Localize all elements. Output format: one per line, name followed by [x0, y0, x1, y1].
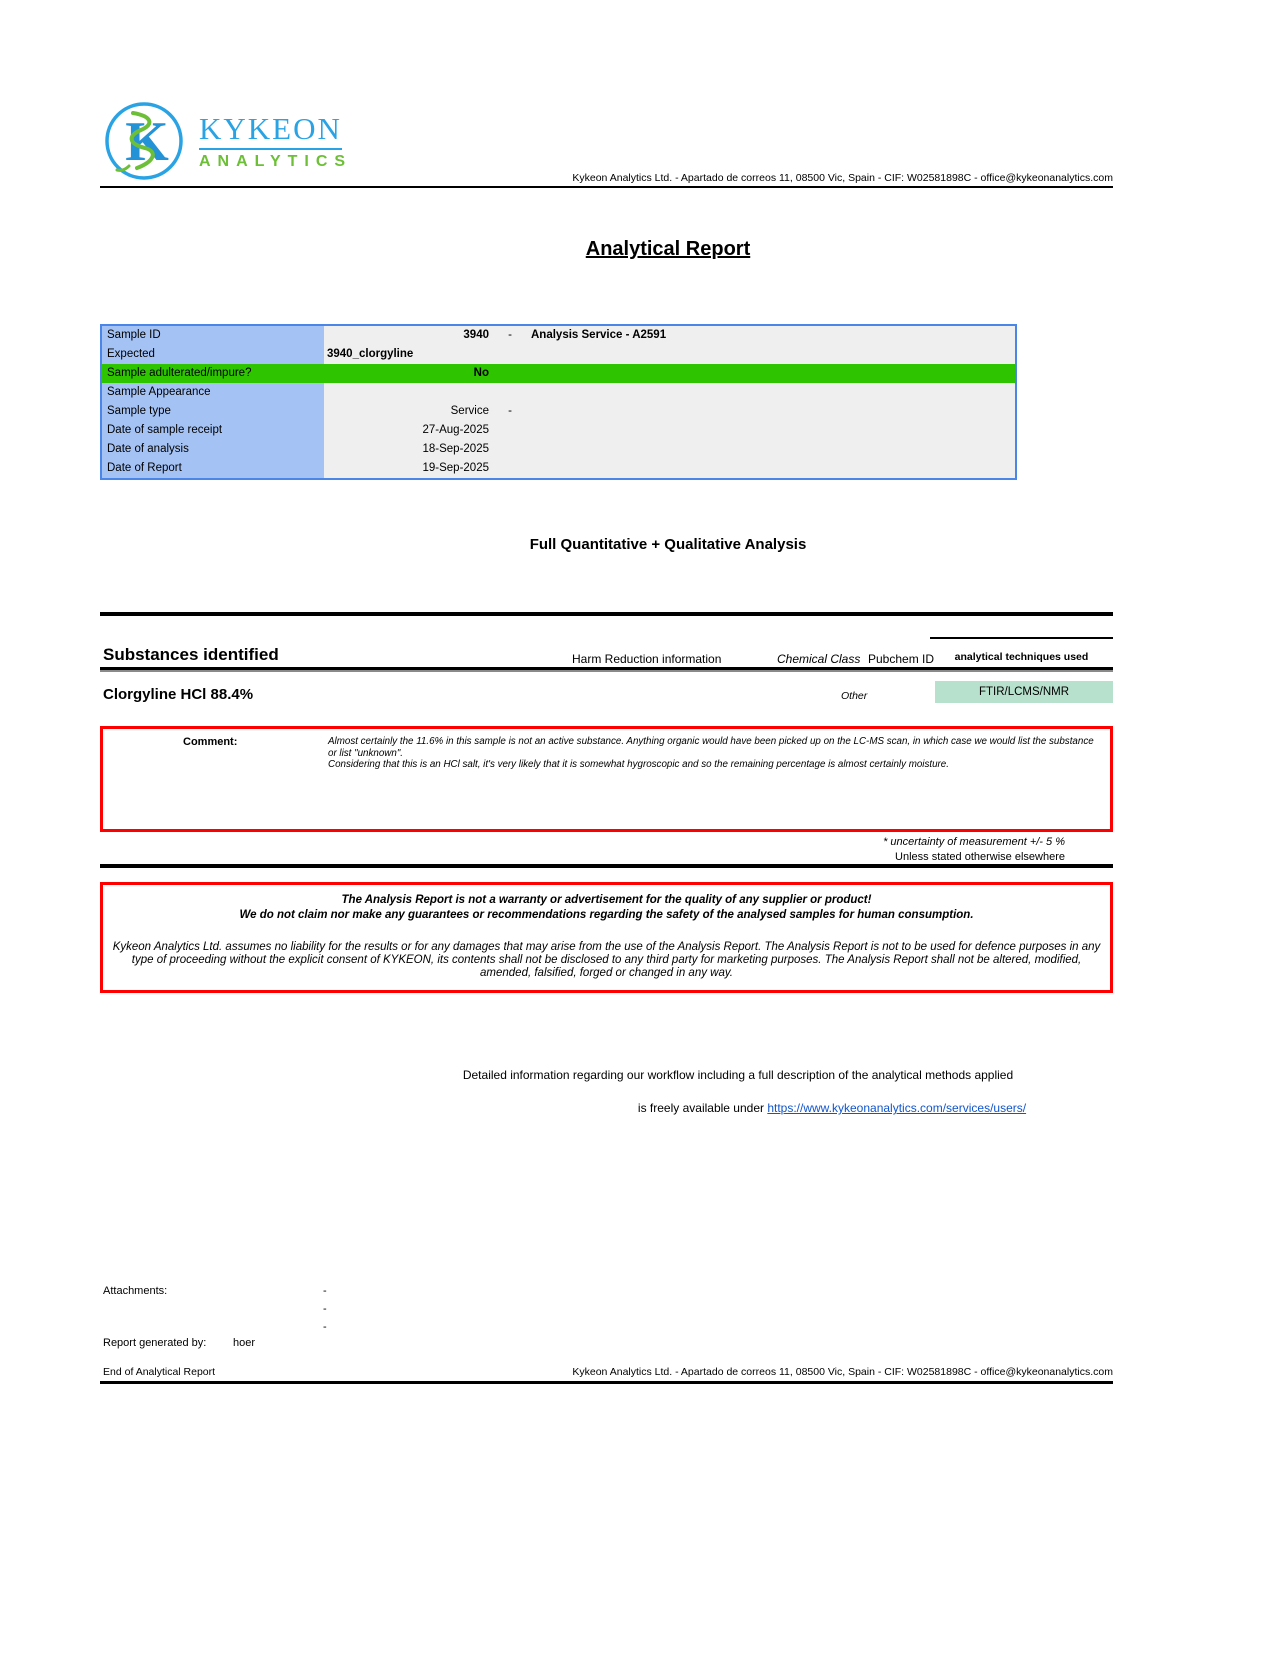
row-label: Expected	[102, 345, 324, 364]
table-row-date-analysis	[102, 440, 1015, 459]
section-divider	[100, 612, 1113, 616]
end-of-report-label: End of Analytical Report	[103, 1366, 216, 1378]
header-chemical-class: Chemical Class	[777, 652, 861, 666]
comment-label: Comment:	[183, 736, 238, 748]
row-value	[324, 383, 489, 402]
header-pubchem-id: Pubchem ID	[868, 652, 935, 666]
workflow-link-prefix: is freely available under	[637, 1101, 768, 1115]
table-row-adulterated	[102, 364, 1015, 383]
row-label: Date of sample receipt	[102, 421, 324, 440]
table-row-sample-type	[102, 402, 1015, 421]
logo	[103, 100, 352, 182]
substance-chemical-class: Other	[841, 690, 868, 702]
logo-monogram: K	[125, 111, 169, 173]
row-value: No	[473, 367, 489, 379]
attachment-item: -	[323, 1303, 327, 1315]
workflow-info-line: Detailed information regarding our workflow including a full description of the analytical methods applied	[462, 1068, 1014, 1082]
brand-wordmark	[199, 111, 352, 171]
footer-divider	[100, 1381, 1113, 1384]
workflow-link-line	[638, 1101, 1026, 1115]
uncertainty-line-1: * uncertainty of measurement +/- 5 %	[883, 836, 1065, 848]
row-label: Sample ID	[102, 326, 324, 345]
disclaimer-divider	[100, 864, 1113, 868]
comment-line: Considering that this is an HCl salt, it's very likely that it is somewhat hygroscopic and so the remaining percentage is almost certainly moisture.	[328, 759, 949, 770]
header-contact-line: Kykeon Analytics Ltd. - Apartado de correos 11, 08500 Vic, Spain - CIF: W02581898C - office@kykeonanalytics.com	[572, 172, 1113, 184]
results-header-underline	[100, 667, 1113, 670]
comment-box	[100, 726, 1113, 832]
header-divider	[100, 186, 1113, 188]
comment-text	[328, 736, 1103, 771]
row-value: Service	[450, 405, 489, 417]
row-value: 27-Aug-2025	[422, 424, 489, 436]
row-label: Sample adulterated/impure?	[102, 364, 324, 383]
disclaimer-body: Kykeon Analytics Ltd. assumes no liability for the results or for any damages that may arise from the use of the Analysis Report. The Analysis Report is not to be used for defence purposes in any type of proceeding without the explicit consent of KYKEON, its contents shall not be disclosed to any third party for marketing purposes. The Analysis Report shall not be altered, modified, amended, falsified, forged or changed in any way.	[112, 941, 1101, 979]
row-label: Date of Report	[102, 459, 324, 478]
section-title: Full Quantitative + Qualitative Analysis	[529, 536, 807, 553]
uncertainty-note	[883, 835, 1065, 865]
generated-by-value: hoer	[233, 1337, 256, 1349]
header-harm-reduction: Harm Reduction information	[572, 652, 722, 666]
substance-name: Clorgyline HCl 88.4%	[103, 686, 254, 703]
table-row-date-report	[102, 459, 1015, 478]
row-value: 18-Sep-2025	[422, 443, 489, 455]
row-label: Date of analysis	[102, 440, 324, 459]
logo-mark-icon	[103, 100, 185, 182]
disclaimer-line-1: The Analysis Report is not a warranty or advertisement for the quality of any supplier or product!	[341, 894, 872, 906]
header-analytical-techniques: analytical techniques used	[954, 651, 1089, 663]
disclaimer-line-2: We do not claim nor make any guarantees or recommendations regarding the safety of the analysed samples for human consumption.	[239, 909, 974, 921]
table-row-appearance	[102, 383, 1015, 402]
generated-by-label: Report generated by:	[103, 1337, 207, 1349]
techniques-topline	[930, 637, 1113, 639]
table-row-expected	[102, 345, 1015, 364]
header-substances-identified: Substances identified	[103, 645, 279, 664]
page-title: Analytical Report	[585, 238, 751, 260]
row-label: Sample Appearance	[102, 383, 324, 402]
substance-techniques-badge: FTIR/LCMS/NMR	[935, 681, 1113, 703]
disclaimer-box	[100, 882, 1113, 993]
row-separator: -	[508, 329, 512, 341]
footer-contact-line: Kykeon Analytics Ltd. - Apartado de correos 11, 08500 Vic, Spain - CIF: W02581898C - office@kykeonanalytics.com	[572, 1366, 1113, 1378]
table-row-sample-id	[102, 326, 1015, 345]
brand-name: KYKEON	[199, 111, 342, 150]
attachment-item: -	[323, 1321, 327, 1333]
row-value: 19-Sep-2025	[422, 462, 489, 474]
brand-subtitle: ANALYTICS	[199, 153, 353, 170]
row-value: 3940	[463, 329, 489, 341]
table-row-date-receipt	[102, 421, 1015, 440]
workflow-link[interactable]: https://www.kykeonanalytics.com/services/users/	[767, 1101, 1027, 1115]
row-value: 3940_clorgyline	[327, 348, 414, 360]
attachment-item: -	[323, 1285, 327, 1297]
row-label: Sample type	[102, 402, 324, 421]
sample-info-table	[100, 324, 1017, 480]
row-separator: -	[508, 405, 512, 417]
row-extra: Analysis Service - A2591	[531, 329, 667, 341]
uncertainty-line-2: Unless stated otherwise elsewhere	[895, 851, 1065, 863]
comment-line: Almost certainly the 11.6% in this sample is not an active substance. Anything organic would have been picked up on the LC-MS scan, in which case we would list the substance or list "unknown".	[328, 736, 1094, 759]
attachments-label: Attachments:	[103, 1285, 168, 1297]
